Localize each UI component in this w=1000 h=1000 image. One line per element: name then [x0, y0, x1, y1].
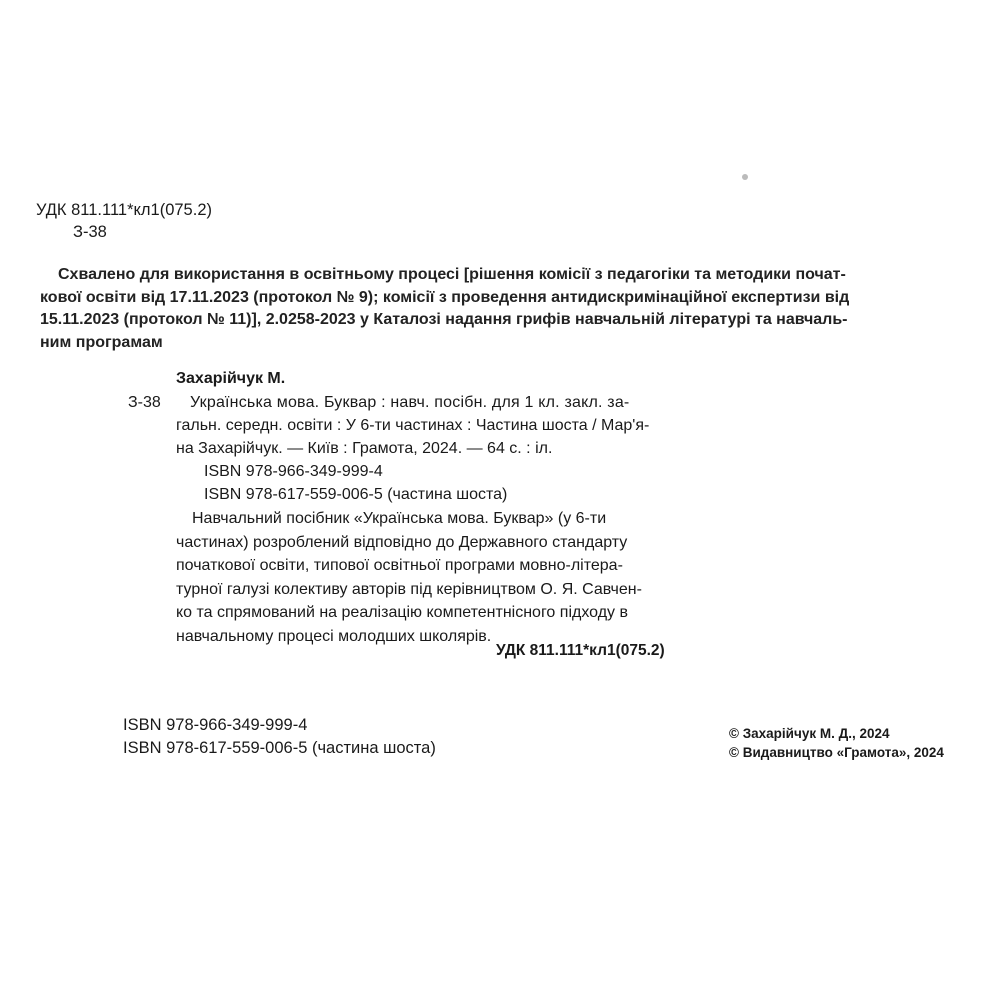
copyright-author: © Захарійчук М. Д., 2024 [729, 726, 890, 741]
description-line: Навчальний посібник «Українська мова. Буквар» (у 6-ти [192, 510, 607, 527]
title-line: на Захарійчук. — Київ : Грамота, 2024. — 64 с. : іл. [176, 440, 553, 457]
approval-line: ним програмам [40, 333, 163, 351]
card-isbn-1: ISBN 978-966-349-999-4 [204, 463, 383, 480]
author-mark-top: З-38 [73, 223, 107, 241]
approval-line: Схвалено для використання в освітньому процесі [рішення комісії з педагогіки та методики почат- [58, 266, 846, 283]
udk-code-bottom: УДК 811.111*кл1(075.2) [496, 642, 665, 659]
bibliographic-card [176, 391, 649, 506]
card-author: Захарійчук М. [176, 370, 286, 387]
footer-isbn-1: ISBN 978-966-349-999-4 [123, 716, 308, 734]
scan-speck [742, 174, 748, 180]
card-isbn-2: ISBN 978-617-559-006-5 (частина шоста) [204, 486, 508, 503]
title-line: Українська мова. Буквар : навч. посібн. для 1 кл. закл. за- [190, 394, 630, 411]
description-line: турної галузі колективу авторів під керівництвом О. Я. Савчен- [176, 580, 642, 598]
title-line: гальн. середн. освіти : У 6-ти частинах : Частина шоста / Мар'я- [176, 417, 650, 434]
book-description [176, 507, 696, 648]
description-line: частинах) розроблений відповідно до Державного стандарту [176, 533, 628, 551]
card-author-mark: З-38 [128, 394, 161, 411]
description-line: початкової освіти, типової освітньої програми мовно-літера- [176, 557, 623, 574]
description-line: ко та спрямований на реалізацію компетентнісного підходу в [176, 604, 628, 621]
approval-line: кової освіти від 17.11.2023 (протокол № 9); комісії з проведення антидискримінаційної експертизи від [40, 288, 850, 306]
approval-line: 15.11.2023 (протокол № 11)], 2.0258-2023 у Каталозі надання грифів навчальній літературі та навчаль- [40, 311, 848, 329]
description-line: навчальному процесі молодших школярів. [176, 627, 492, 645]
approval-statement [40, 264, 890, 354]
footer-isbn-2: ISBN 978-617-559-006-5 (частина шоста) [123, 739, 436, 757]
udk-code-top: УДК 811.111*кл1(075.2) [36, 201, 212, 219]
copyright-publisher: © Видавництво «Грамота», 2024 [729, 745, 944, 760]
